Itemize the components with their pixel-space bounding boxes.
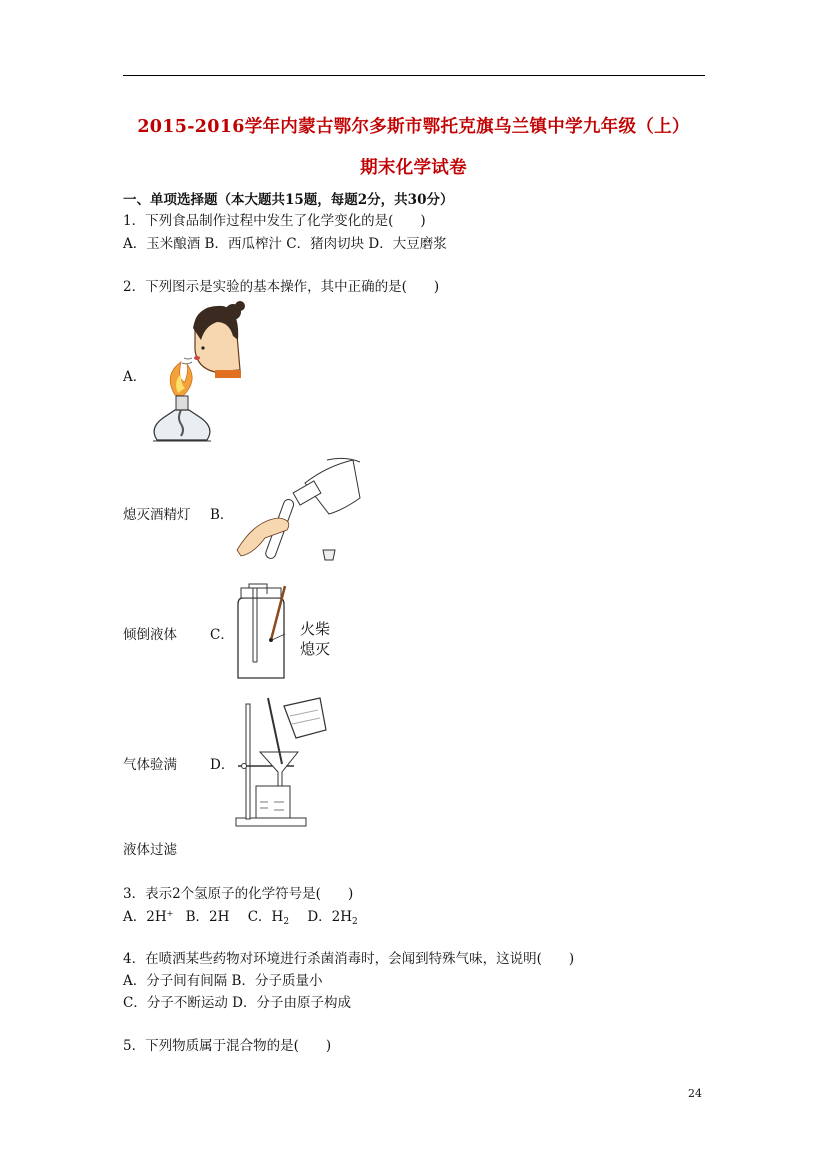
match-label-line1: 火柴 (300, 620, 331, 638)
blowing-out-lamp-illustration (145, 300, 250, 445)
question-3-options (123, 905, 358, 927)
question-4-options-line1: A．分子间有间隔 B．分子质量小 (123, 973, 323, 989)
question-4-stem: 4．在喷洒某些药物对环境进行杀菌消毒时，会闻到特殊气味，这说明( ) (123, 951, 575, 967)
option-c-caption: 气体验满 (123, 757, 177, 773)
header-rule (123, 75, 705, 76)
q3-option-d: D．2H (307, 909, 353, 925)
section-heading: 一、单项选择题（本大题共15题，每题2分，共30分） (123, 192, 454, 208)
exam-title-line1: 2015-2016学年内蒙古鄂尔多斯市鄂托克旗乌兰镇中学九年级（上） (137, 117, 690, 137)
pouring-liquid-illustration (235, 458, 365, 573)
q3-option-b: B．2H (185, 909, 230, 925)
question-2-stem: 2．下列图示是实验的基本操作，其中正确的是( ) (123, 279, 440, 295)
option-b-caption: 倾倒液体 (123, 627, 177, 643)
match-label-line2: 熄灭 (300, 640, 331, 658)
option-b-label: B． (210, 507, 234, 523)
option-d-label: D． (210, 757, 235, 773)
q3-option-a: A．2H (123, 909, 167, 925)
option-a-label: A． (123, 369, 147, 385)
option-c-label: C． (210, 627, 234, 643)
question-1-stem: 1．下列食品制作过程中发生了化学变化的是( ) (123, 213, 426, 229)
filtration-illustration (234, 694, 334, 832)
q3-option-d-sub: 2 (352, 917, 358, 927)
q3-option-c: C．H (247, 909, 284, 925)
option-a-caption: 熄灭酒精灯 (123, 507, 191, 523)
option-d-caption: 液体过滤 (123, 842, 177, 858)
page-number: 24 (688, 1087, 702, 1100)
question-5-stem: 5．下列物质属于混合物的是( ) (123, 1038, 332, 1054)
question-1-options: A．玉米酿酒 B．西瓜榨汁 C．猪肉切块 D．大豆磨浆 (123, 236, 447, 252)
match-label (300, 619, 330, 659)
question-3-stem: 3．表示2个氢原子的化学符号是( ) (123, 886, 354, 902)
exam-title-line2: 期末化学试卷 (360, 158, 467, 178)
q3-option-a-sup: + (166, 909, 174, 918)
question-4-options-line2: C．分子不断运动 D．分子由原子构成 (123, 995, 351, 1011)
q3-option-c-sub: 2 (283, 917, 290, 927)
